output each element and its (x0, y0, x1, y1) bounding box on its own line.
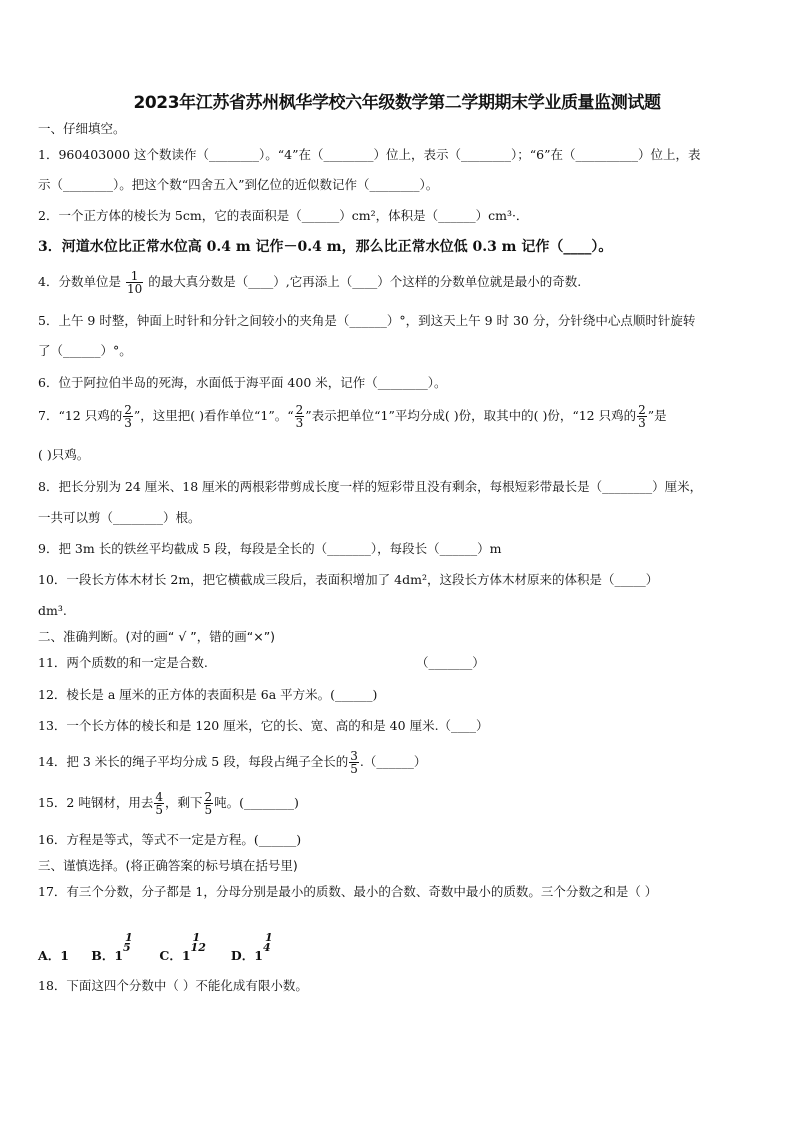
question-14 (38, 750, 758, 775)
fraction-2-3-third (637, 404, 647, 429)
question-11-text: 11．两个质数的和一定是合数. (38, 655, 208, 670)
fraction-denominator: 12 (190, 941, 206, 954)
option-d (230, 931, 277, 964)
fraction-denominator: 10 (126, 282, 143, 296)
fraction-2-3-second (295, 404, 305, 429)
section-multiple-choice: 三、谨慎选择。(将正确答案的标号填在括号里) (38, 858, 298, 873)
page-title: 2023年江苏省苏州枫华学校六年级数学第二学期期末学业质量监测试题 (133, 93, 661, 113)
question-2: 2．一个正方体的棱长为 5cm，它的表面积是（______）cm²，体积是（______）cm³·． (38, 208, 529, 223)
fraction-numerator: 1 (125, 931, 133, 944)
fraction-2-3-first (123, 404, 133, 429)
question-10-line-1: 10．一段长方体木材长 2m，把它横截成三段后，表面积增加了 4dm²，这段长方体木材原来的体积是（_____） (38, 572, 659, 587)
fraction-denominator: 3 (295, 416, 304, 430)
fraction-numerator: 1 (264, 931, 273, 944)
question-14-text-a: 14．把 3 米长的绳子平均分成 5 段，每段占绳子全长的 (38, 754, 349, 769)
option-label: B．1 (91, 948, 124, 963)
option-label: D．1 (230, 948, 263, 963)
question-14-text-b: .（______） (359, 754, 427, 769)
question-3: 3．河道水位比正常水位高 0.4 m 记作－0.4 m，那么比正常水位低 0.3 m 记作（____）。 (38, 239, 613, 255)
question-7-text-a: 7．“12 只鸡的 (38, 408, 123, 423)
option-fraction (123, 931, 137, 960)
section-fill-in: 一、仔细填空。 (38, 121, 126, 136)
fraction-numerator: 1 (130, 269, 139, 283)
question-16: 16．方程是等式，等式不一定是方程。(______) (38, 832, 302, 847)
question-8-line-1: 8．把长分别为 24 厘米、18 厘米的两根彩带剪成长度一样的短彩带且没有剩余，每根短彩带最长是（________）厘米， (38, 479, 703, 494)
fraction-numerator: 1 (192, 931, 201, 944)
question-9: 9．把 3m 长的铁丝平均截成 5 段，每段是全长的（_______），每段长（______）m (38, 541, 502, 556)
fraction-denominator: 3 (638, 416, 646, 430)
question-4-text-b: 的最大真分数是（____）,它再添上（____）个这样的分数单位就是最小的奇数. (148, 274, 582, 289)
question-7-line-1 (38, 404, 758, 429)
fraction-numerator: 2 (204, 790, 213, 804)
question-5-line-1: 5．上午 9 时整，钟面上时针和分针之间较小的夹角是（______）°，到这天上午 9 时 30 分，分针绕中心点顺时针旋转 (38, 313, 696, 328)
fraction-numerator: 2 (638, 403, 646, 417)
question-15-text-b: ，剩下 (164, 795, 203, 810)
question-1-line-2: 示（________）。把这个数“四舍五入”到亿位的近似数记作（________）。 (38, 177, 439, 192)
fraction-denominator: 4 (262, 941, 271, 954)
question-7-line-2: ( )只鸡。 (38, 447, 90, 462)
option-fraction (262, 931, 277, 960)
question-12: 12．棱长是 a 厘米的正方体的表面积是 6a 平方米。(______) (38, 687, 378, 702)
question-18: 18．下面这四个分数中（ ）不能化成有限小数。 (38, 978, 308, 993)
question-17-options (38, 931, 758, 964)
fraction-4-5 (154, 791, 164, 816)
fraction-numerator: 4 (155, 790, 163, 804)
question-17: 17．有三个分数，分子都是 1，分母分别是最小的质数、最小的合数、奇数中最小的质数。三个分数之和是（ ） (38, 884, 658, 899)
question-15 (38, 791, 758, 816)
question-8-line-2: 一共可以剪（________）根。 (38, 510, 201, 525)
question-5-line-2: 了（______）°。 (38, 343, 132, 358)
option-a (38, 948, 69, 964)
fraction-denominator: 5 (350, 762, 358, 776)
question-1-line-1: 1．960403000 这个数读作（________）。“4”在（________）位上，表示（________）；“6”在（__________）位上，表 (38, 147, 701, 162)
fraction-1-10 (126, 270, 143, 295)
question-7-text-d: ”是 (647, 408, 667, 423)
option-fraction (190, 931, 209, 960)
option-c (159, 931, 208, 964)
fraction-numerator: 2 (124, 403, 132, 417)
option-b (91, 931, 137, 964)
question-10-line-2: dm³. (38, 603, 67, 618)
question-6: 6．位于阿拉伯半岛的死海，水面低于海平面 400 米，记作（________）。 (38, 375, 447, 390)
fraction-denominator: 5 (155, 803, 163, 817)
fraction-numerator: 2 (295, 403, 304, 417)
fraction-numerator: 3 (350, 749, 358, 763)
question-15-text-c: 吨。(________) (214, 795, 299, 810)
section-true-false: 二、准确判断。(对的画“ √ ”，错的画“×”) (38, 629, 276, 644)
option-label: A．1 (38, 948, 69, 963)
question-7-text-b: ”，这里把( )看作单位“1”。“ (133, 408, 294, 423)
fraction-denominator: 5 (204, 803, 213, 817)
question-4 (38, 270, 758, 295)
question-11 (38, 655, 758, 671)
question-7-text-c: ”表示把单位“1”平均分成( )份，取其中的( )份，“12 只鸡的 (305, 408, 637, 423)
question-4-text-a: 4．分数单位是 (38, 274, 121, 289)
question-15-text-a: 15．2 吨钢材，用去 (38, 795, 154, 810)
fraction-3-5 (349, 750, 359, 775)
fraction-2-5 (204, 791, 214, 816)
fraction-denominator: 5 (123, 941, 131, 954)
option-label: C．1 (159, 948, 191, 963)
fraction-denominator: 3 (124, 416, 132, 430)
question-13: 13．一个长方体的棱长和是 120 厘米，它的长、宽、高的和是 40 厘米.（____） (38, 718, 489, 733)
question-11-answer-blank: （_______） (416, 655, 485, 670)
